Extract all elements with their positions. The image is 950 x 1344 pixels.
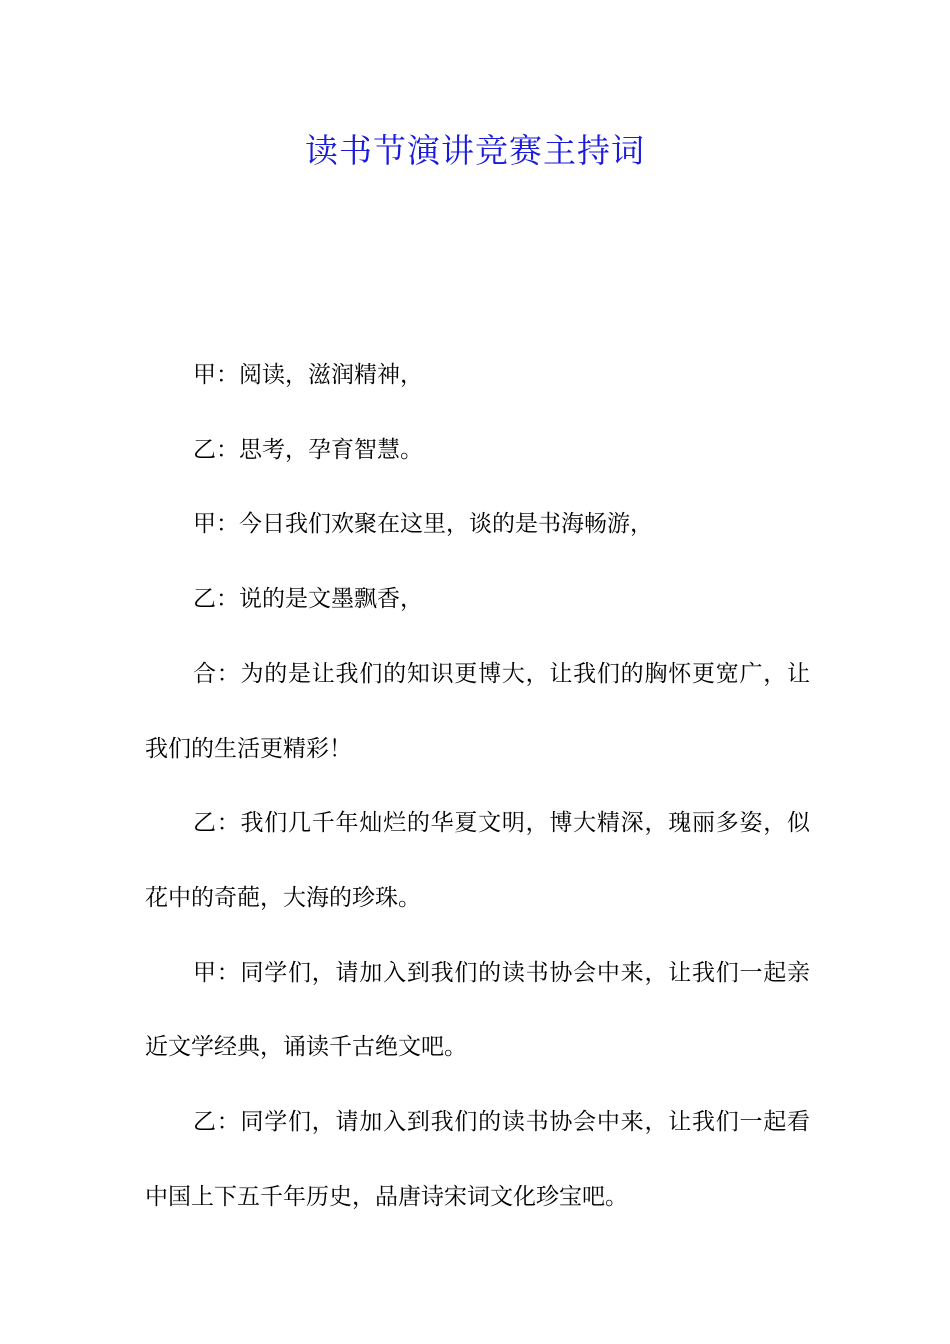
paragraph-6: 乙：我们几千年灿烂的华夏文明，博大精深，瑰丽多姿，似花中的奇葩，大海的珍珠。 <box>145 810 810 911</box>
document-body <box>145 338 810 1234</box>
paragraph-2: 乙：思考，孕育智慧。 <box>193 436 423 463</box>
paragraph-1: 甲：阅读，滋润精神， <box>193 362 423 388</box>
document-title: 读书节演讲竞赛主持词 <box>305 131 645 170</box>
paragraph-3: 甲：今日我们欢聚在这里，谈的是书海畅游， <box>193 511 653 538</box>
paragraph-7: 甲：同学们，请加入到我们的读书协会中来，让我们一起亲近文学经典，诵读千古绝文吧。 <box>145 959 810 1061</box>
paragraph-8: 乙：同学们，请加入到我们的读书协会中来，让我们一起看中国上下五千年历史，品唐诗宋词文化珍宝吧。 <box>145 1109 810 1210</box>
paragraph-5: 合：为的是让我们的知识更博大，让我们的胸怀更宽广，让我们的生活更精彩！ <box>145 660 810 762</box>
paragraph-4: 乙：说的是文墨飘香， <box>193 586 423 613</box>
